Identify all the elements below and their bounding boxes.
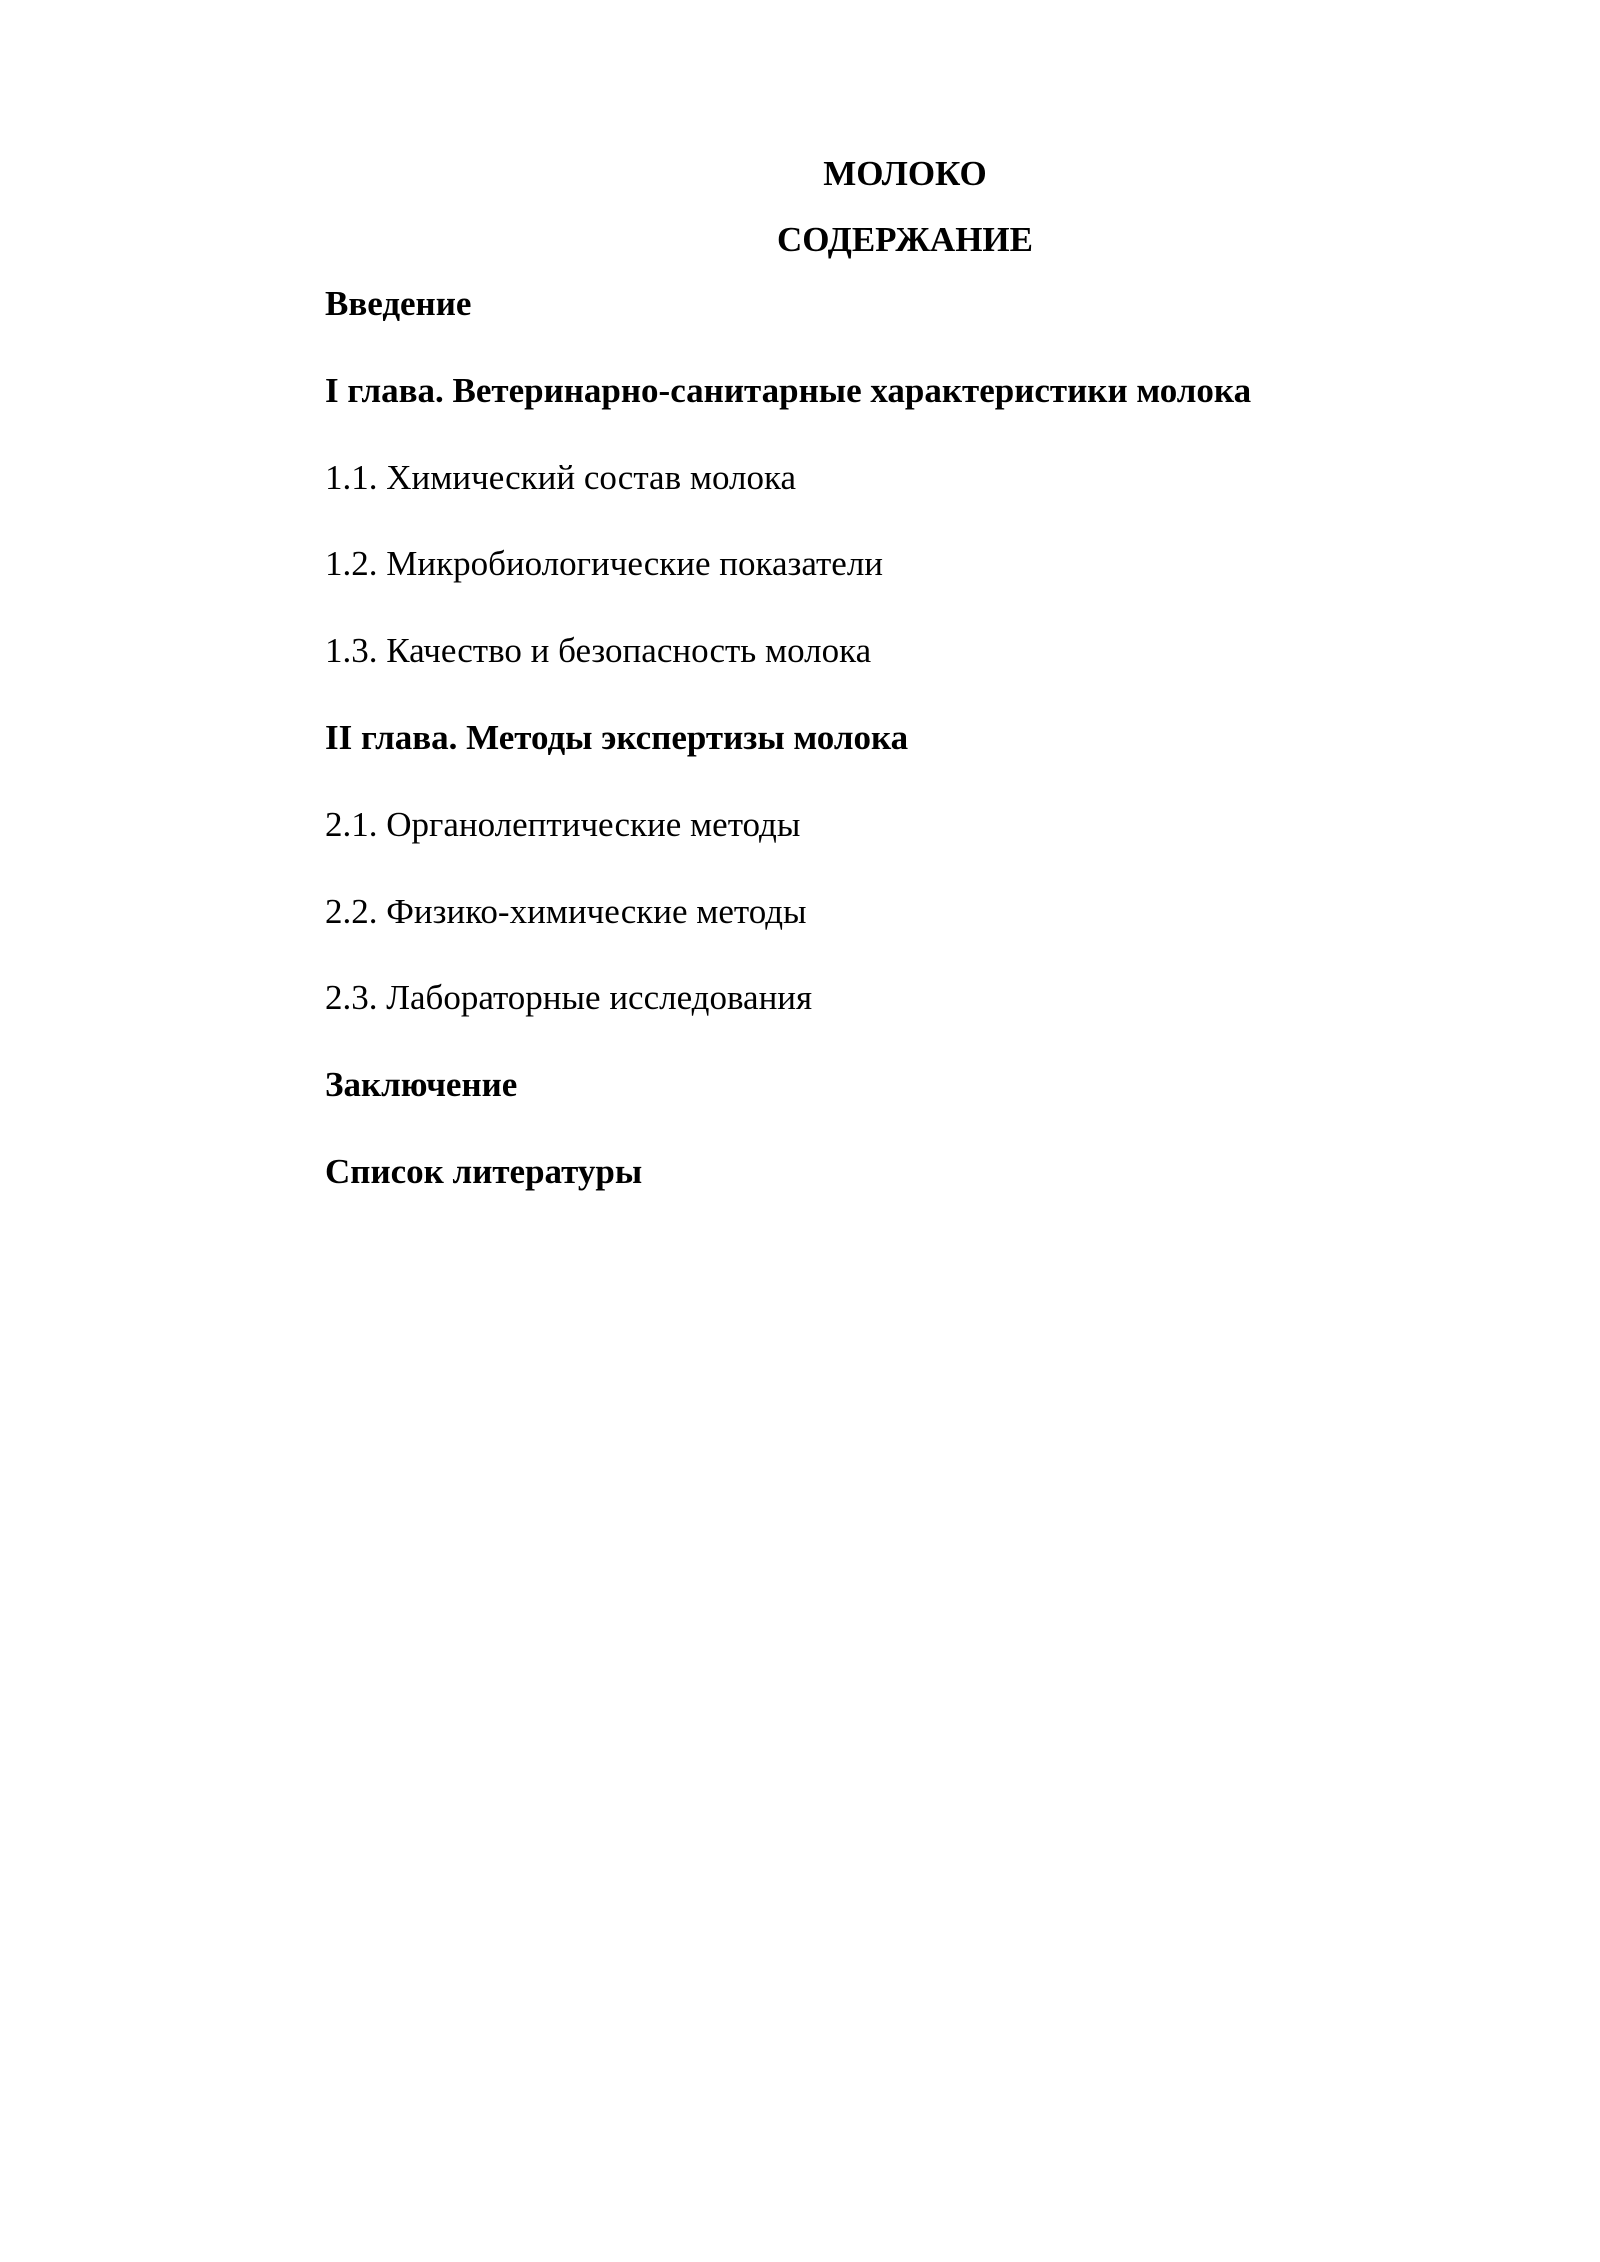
toc-entry: Список литературы [325, 1151, 643, 1191]
toc-entry: I глава. Ветеринарно-санитарные характеристики молока [325, 370, 1252, 410]
toc-entry: 2.3. Лабораторные исследования [325, 978, 813, 1018]
toc-entry: Введение [325, 284, 472, 323]
toc-entry: 1.2. Микробиологические показатели [325, 544, 884, 584]
toc-entry: 1.1. Химический состав молока [325, 457, 797, 497]
toc-entry: 2.1. Органолептические методы [325, 804, 801, 844]
toc-entry: II глава. Методы экспертизы молока [325, 717, 909, 757]
toc-entry: 2.2. Физико-химические методы [325, 891, 807, 931]
toc-entry: 1.3. Качество и безопасность молока [325, 631, 872, 671]
document-title: МОЛОКО [823, 154, 987, 193]
toc-entry: Заключение [325, 1065, 518, 1105]
table-of-contents [325, 284, 1475, 1239]
contents-heading: СОДЕРЖАНИЕ [776, 220, 1033, 259]
